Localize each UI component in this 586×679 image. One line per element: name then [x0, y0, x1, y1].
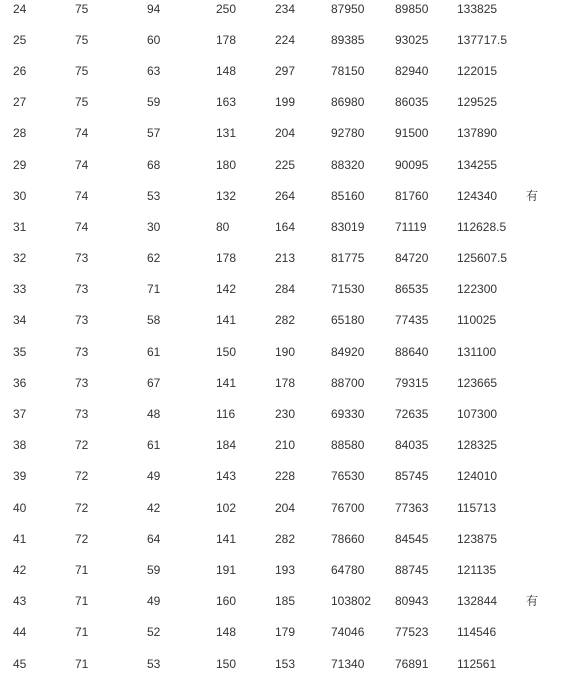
table-cell: 123875: [457, 531, 498, 546]
table-cell: [526, 430, 586, 461]
table-row: [0, 367, 586, 398]
table-cell: 37: [13, 407, 27, 422]
table-cell: 94: [147, 1, 161, 16]
table-cell: 73: [75, 251, 89, 266]
table-cell: 110025: [457, 313, 497, 328]
table-cell: 141: [216, 313, 237, 328]
table-cell: 73: [75, 344, 89, 359]
table-cell: 132844: [457, 594, 498, 609]
table-cell: 89385: [331, 32, 365, 47]
table-cell: 132: [216, 188, 237, 203]
table-cell: [526, 461, 586, 492]
table-row: [0, 243, 586, 274]
table-cell: 71: [75, 562, 89, 577]
table-cell: 230: [275, 407, 296, 422]
table-cell: 180: [216, 157, 237, 172]
table-cell: 85745: [395, 469, 429, 484]
table-cell: 60: [147, 32, 161, 47]
table-row: [0, 523, 586, 554]
table-cell: 134255: [457, 157, 498, 172]
table-cell: 141: [216, 531, 237, 546]
table-cell: 102: [216, 500, 237, 515]
table-cell: 297: [275, 63, 296, 78]
table-cell: 64780: [331, 562, 365, 577]
table-cell: 224: [275, 32, 296, 47]
table-cell: 79315: [395, 375, 429, 390]
table-cell: 61: [147, 438, 161, 453]
table-cell: 143: [216, 469, 237, 484]
table-cell: 84920: [331, 344, 365, 359]
table-cell: [526, 211, 586, 242]
table-cell: 86535: [395, 282, 429, 297]
table-cell: 115713: [457, 500, 497, 515]
table-cell: 27: [13, 95, 27, 110]
table-cell: 74: [75, 219, 89, 234]
table-cell: 41: [13, 531, 27, 546]
table-cell: 179: [275, 625, 296, 640]
table-cell: 71530: [331, 282, 365, 297]
table-cell: 42: [147, 500, 161, 515]
table-cell: 199: [275, 95, 296, 110]
table-cell: 81775: [331, 251, 365, 266]
table-cell: 71: [147, 282, 161, 297]
table-cell: [526, 554, 586, 585]
table-cell: [526, 118, 586, 149]
table-cell: [526, 305, 586, 336]
table-cell: 191: [216, 562, 237, 577]
table-cell: 44: [13, 625, 27, 640]
table-cell: 137717.5: [457, 32, 508, 47]
table-cell: 53: [147, 656, 161, 671]
table-cell: 87950: [331, 1, 365, 16]
table-cell: 190: [275, 344, 296, 359]
table-cell: 71340: [331, 656, 365, 671]
table-cell: 153: [275, 656, 296, 671]
table-cell: 72635: [395, 407, 429, 422]
table-cell: 74046: [331, 625, 365, 640]
table-cell: 74: [75, 188, 89, 203]
table-cell: 85160: [331, 188, 365, 203]
table-cell: 有: [526, 188, 539, 203]
table-cell: 282: [275, 313, 296, 328]
table-cell: 148: [216, 63, 237, 78]
table-cell: 112561: [457, 656, 497, 671]
table-cell: 59: [147, 95, 161, 110]
table-row: [0, 305, 586, 336]
table-cell: 30: [13, 188, 27, 203]
table-cell: 76891: [395, 656, 429, 671]
table-cell: 204: [275, 126, 296, 141]
table-cell: 88580: [331, 438, 365, 453]
table-cell: 90095: [395, 157, 429, 172]
table-row: [0, 461, 586, 492]
table-cell: 73: [75, 407, 89, 422]
table-cell: 57: [147, 126, 161, 141]
table-cell: 72: [75, 469, 89, 484]
table-cell: 81760: [395, 188, 429, 203]
table-cell: 28: [13, 126, 27, 141]
table-cell: 150: [216, 344, 237, 359]
table-cell: 71: [75, 656, 89, 671]
table-cell: 129525: [457, 95, 498, 110]
table-cell: 38: [13, 438, 27, 453]
table-cell: [526, 617, 586, 648]
table-cell: 178: [275, 375, 296, 390]
table-cell: 73: [75, 375, 89, 390]
table-cell: 137890: [457, 126, 498, 141]
table-cell: 48: [147, 407, 161, 422]
table-cell: 49: [147, 594, 161, 609]
table-cell: 84035: [395, 438, 429, 453]
table-cell: 53: [147, 188, 161, 203]
table-cell: 25: [13, 32, 27, 47]
table-row: [0, 492, 586, 523]
table-cell: 86035: [395, 95, 429, 110]
table-row: [0, 274, 586, 305]
table-cell: 65180: [331, 313, 365, 328]
table-cell: 91500: [395, 126, 429, 141]
table-cell: 32: [13, 251, 27, 266]
table-cell: 49: [147, 469, 161, 484]
table-cell: 125607.5: [457, 251, 508, 266]
table-cell: [526, 398, 586, 429]
table-cell: 264: [275, 188, 296, 203]
table-cell: 72: [75, 531, 89, 546]
table-cell: 有: [526, 594, 539, 609]
table-cell: 39: [13, 469, 27, 484]
table-cell: 74: [75, 126, 89, 141]
table-row: [0, 586, 586, 617]
table-cell: 150: [216, 656, 237, 671]
table-row: [0, 398, 586, 429]
table-cell: 88320: [331, 157, 365, 172]
table-cell: 69330: [331, 407, 365, 422]
table-row: [0, 211, 586, 242]
table-cell: 124340: [457, 188, 498, 203]
table-cell: 75: [75, 32, 89, 47]
table-cell: 213: [275, 251, 296, 266]
table-cell: 123665: [457, 375, 498, 390]
table-cell: 33: [13, 282, 27, 297]
table-cell: 184: [216, 438, 237, 453]
table-cell: 52: [147, 625, 161, 640]
table-row: [0, 0, 586, 24]
table-cell: [526, 243, 586, 274]
table-cell: 164: [275, 219, 296, 234]
table-cell: 83019: [331, 219, 365, 234]
table-cell: 284: [275, 282, 296, 297]
table-cell: 122300: [457, 282, 498, 297]
table-cell: 42: [13, 562, 27, 577]
table-cell: 80943: [395, 594, 429, 609]
table-cell: 225: [275, 157, 296, 172]
table-cell: 78150: [331, 63, 365, 78]
table-cell: 43: [13, 594, 27, 609]
table-cell: 67: [147, 375, 161, 390]
table-cell: 122015: [457, 63, 498, 78]
table-cell: 93025: [395, 32, 429, 47]
table-cell: 103802: [331, 594, 372, 609]
table-cell: 163: [216, 95, 237, 110]
table-cell: 84720: [395, 251, 429, 266]
table-cell: 133825: [457, 1, 498, 16]
table-cell: 77435: [395, 313, 429, 328]
table-cell: 73: [75, 282, 89, 297]
table-cell: [526, 55, 586, 86]
table-cell: 62: [147, 251, 161, 266]
table-cell: 112628.5: [457, 219, 507, 234]
table-cell: 71: [75, 594, 89, 609]
table-cell: 29: [13, 157, 27, 172]
table-row: [0, 336, 586, 367]
table-cell: 80: [216, 219, 230, 234]
table-cell: 45: [13, 656, 27, 671]
table-cell: 64: [147, 531, 161, 546]
table-cell: 193: [275, 562, 296, 577]
table-cell: 160: [216, 594, 237, 609]
table-cell: 75: [75, 63, 89, 78]
table-cell: 35: [13, 344, 27, 359]
table-cell: 24: [13, 1, 27, 16]
table-cell: 178: [216, 251, 237, 266]
table-cell: 30: [147, 219, 161, 234]
table-cell: [526, 492, 586, 523]
table-cell: 58: [147, 313, 161, 328]
table-cell: 121135: [457, 562, 497, 577]
table-cell: 142: [216, 282, 237, 297]
table-cell: [526, 336, 586, 367]
table-row: [0, 55, 586, 86]
table-cell: [526, 24, 586, 55]
table-cell: 34: [13, 313, 27, 328]
table-row: [0, 149, 586, 180]
table-cell: 36: [13, 375, 27, 390]
table-row: [0, 87, 586, 118]
table-cell: 63: [147, 63, 161, 78]
table-cell: 78660: [331, 531, 365, 546]
table-cell: [526, 87, 586, 118]
table-cell: 82940: [395, 63, 429, 78]
table-cell: 76530: [331, 469, 365, 484]
table-cell: 282: [275, 531, 296, 546]
table-cell: 40: [13, 500, 27, 515]
table-cell: 210: [275, 438, 296, 453]
table-cell: 84545: [395, 531, 429, 546]
table-cell: 72: [75, 438, 89, 453]
table-cell: 74: [75, 157, 89, 172]
table-row: [0, 118, 586, 149]
table-cell: 228: [275, 469, 296, 484]
table-cell: [526, 523, 586, 554]
table-cell: 114546: [457, 625, 497, 640]
table-cell: 185: [275, 594, 296, 609]
table-cell: 88700: [331, 375, 365, 390]
table-cell: 77523: [395, 625, 429, 640]
table-cell: 61: [147, 344, 161, 359]
table-cell: 178: [216, 32, 237, 47]
table-cell: 75: [75, 1, 89, 16]
table-cell: 89850: [395, 1, 429, 16]
table-cell: 59: [147, 562, 161, 577]
table-cell: 71119: [395, 219, 427, 234]
table-row: [0, 648, 586, 679]
table-cell: 250: [216, 1, 237, 16]
table-row: [0, 617, 586, 648]
table-cell: 131: [216, 126, 237, 141]
table-cell: 92780: [331, 126, 365, 141]
table-cell: 88640: [395, 344, 429, 359]
table-cell: 76700: [331, 500, 365, 515]
table-cell: 31: [13, 219, 27, 234]
table-cell: 107300: [457, 407, 498, 422]
table-row: [0, 24, 586, 55]
table-cell: 128325: [457, 438, 498, 453]
table-row: [0, 430, 586, 461]
table-cell: 86980: [331, 95, 365, 110]
table-cell: [526, 648, 586, 679]
table-row: [0, 180, 586, 211]
table-cell: 234: [275, 1, 296, 16]
table-cell: 148: [216, 625, 237, 640]
table-cell: [526, 0, 586, 24]
table-cell: 73: [75, 313, 89, 328]
table-cell: 77363: [395, 500, 429, 515]
table-cell: 204: [275, 500, 296, 515]
table-cell: 141: [216, 375, 237, 390]
table-cell: 131100: [457, 344, 497, 359]
table-cell: 26: [13, 63, 27, 78]
table-cell: 75: [75, 95, 89, 110]
table-row: [0, 554, 586, 585]
table-cell: 72: [75, 500, 89, 515]
table-cell: 116: [216, 407, 236, 422]
table-cell: [526, 274, 586, 305]
table-cell: 71: [75, 625, 89, 640]
table-cell: 88745: [395, 562, 429, 577]
table-cell: [526, 149, 586, 180]
table-cell: 124010: [457, 469, 498, 484]
table-cell: 68: [147, 157, 161, 172]
table-cell: [526, 367, 586, 398]
